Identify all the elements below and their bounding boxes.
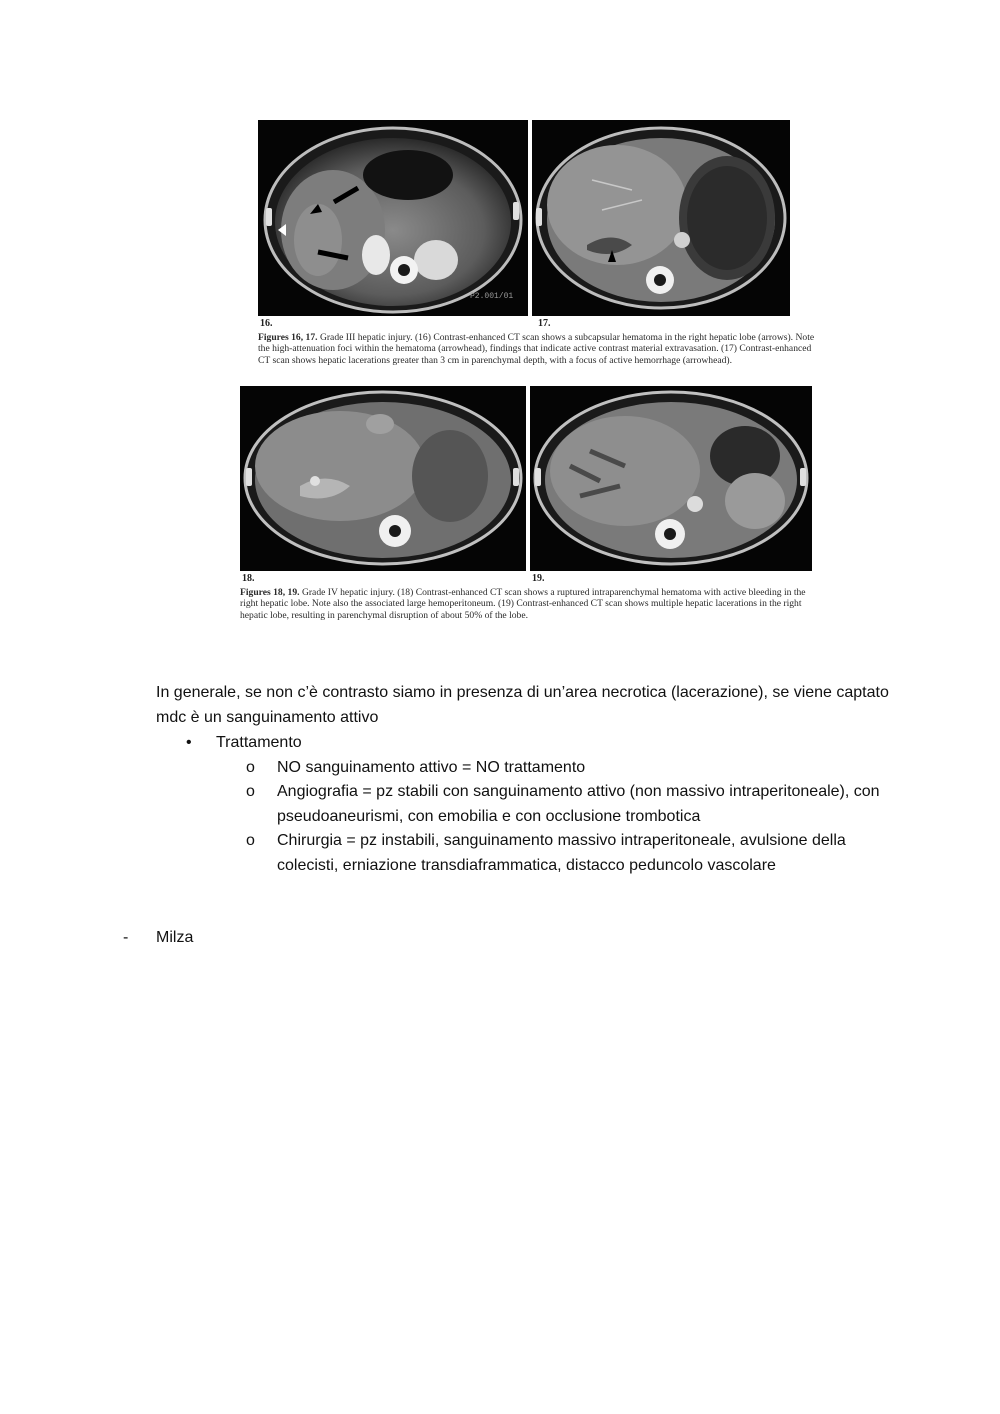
sub-bullet-icon: o: [246, 783, 255, 800]
caption-title: Figures 16, 17.: [258, 332, 318, 343]
sub-list-item: [246, 780, 906, 829]
intro-paragraph: In generale, se non c’è contrasto siamo in presenza di un’area necrotica (lacerazione), se viene captato mdc è un sanguinamento attivo: [156, 684, 889, 726]
caption-title: Figures 18, 19.: [240, 587, 300, 598]
caption-text: Grade III hepatic injury. (16) Contrast-enhanced CT scan shows a subcapsular hematoma in the right hepatic lobe (arrows). Note the high-attenuation foci within the hematoma (arrowhead), findings that indicate active contrast material extravasation. (17) Contrast-enhanced CT scan shows hepatic lacerations greater than 3 cm in parenchymal depth, with a focus of active hemorrhage (arrowhead).: [258, 332, 815, 366]
bullet-item-trattamento: [186, 731, 302, 756]
bullet-icon: •: [186, 734, 192, 751]
scan-stamp: P2.001/01: [470, 292, 514, 301]
figure-label-16: 16.: [260, 318, 273, 329]
figure-16-17: [258, 120, 818, 366]
sub-item-text: NO sanguinamento attivo = NO trattamento: [277, 759, 586, 776]
sub-list-item: [246, 756, 906, 781]
dash-item-milza: [123, 926, 193, 951]
sub-item-text: Angiografia = pz stabili con sanguinamento attivo (non massivo intraperitoneale), con pseudoaneurismi, con emobilia e con occlusione trombotica: [277, 783, 880, 825]
ct-scan-17: [532, 120, 790, 316]
ct-scan-16: [258, 120, 528, 316]
figure-18-19-caption: [240, 587, 815, 621]
sub-bullet-icon: o: [246, 832, 255, 849]
sub-list-item: [246, 829, 906, 878]
sub-bullet-icon: o: [246, 759, 255, 776]
ct-scan-19: [530, 386, 812, 571]
figure-label-19: 19.: [532, 573, 545, 584]
figure-label-17: 17.: [538, 318, 551, 329]
dash-label: Milza: [156, 929, 194, 946]
figure-16-17-caption: [258, 332, 818, 366]
figure-18-19: [240, 386, 815, 621]
caption-text: Grade IV hepatic injury. (18) Contrast-enhanced CT scan shows a ruptured intraparenchymal hematoma with active bleeding in the right hepatic lobe. Note also the associated large hemoperitoneum. (19) Contrast-enhanced CT scan shows multiple hepatic lacerations in the right hepatic lobe, resulting in parenchymal disruption of about 50% of the lobe.: [240, 587, 806, 621]
dash-icon: -: [123, 929, 129, 946]
sub-item-text: Chirurgia = pz instabili, sanguinamento massivo intraperitoneale, avulsione della colecisti, erniazione transdiaframmatica, distacco peduncolo vascolare: [277, 832, 846, 874]
bullet-label: Trattamento: [216, 734, 302, 751]
ct-scan-18: [240, 386, 526, 571]
figure-label-18: 18.: [242, 573, 255, 584]
